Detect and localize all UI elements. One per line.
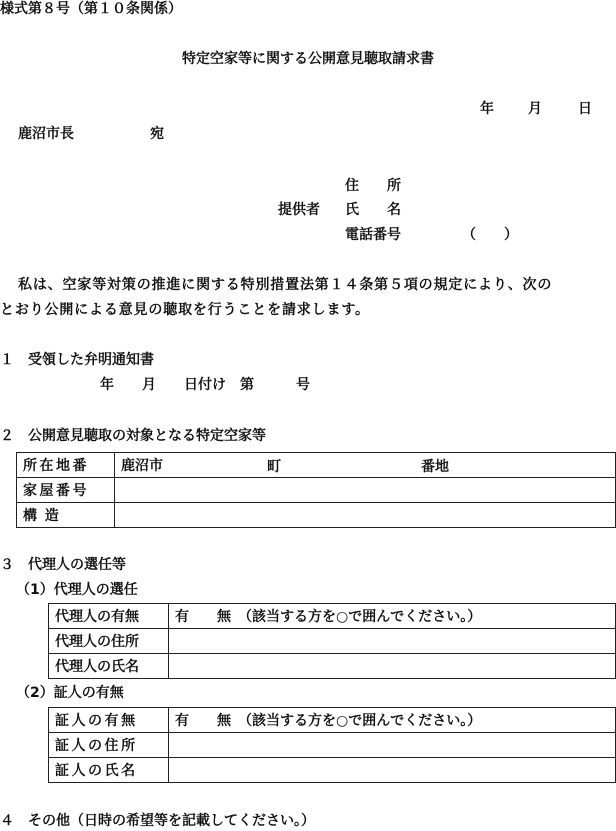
- addressee-suffix: 宛: [150, 126, 164, 142]
- name-label: 氏 名: [345, 202, 401, 218]
- table-row: [49, 733, 616, 758]
- witness-table: [48, 707, 616, 783]
- structure-label: 構造: [17, 503, 115, 528]
- agent-name-value[interactable]: [169, 654, 616, 679]
- section2-heading: ２ 公開意見聴取の対象となる特定空家等: [0, 428, 266, 444]
- table-row: [49, 708, 616, 733]
- section1-heading: １ 受領した弁明通知書: [0, 352, 154, 368]
- body-text-line2: とおり公開による意見の聴取を行うことを請求します。: [0, 302, 370, 318]
- section1-date-line: 年 月 日付け 第 号: [100, 377, 310, 393]
- table-row: [49, 629, 616, 654]
- table-row: [17, 478, 616, 503]
- section3-heading: ３ 代理人の選任等: [0, 557, 126, 573]
- table-row: [17, 453, 616, 478]
- lot-suffix: 番地: [421, 459, 449, 475]
- witness-address-value[interactable]: [169, 733, 616, 758]
- phone-parentheses: （ ）: [462, 227, 518, 243]
- addressee-name: 鹿沼市長: [18, 126, 74, 142]
- date-month: 月: [528, 101, 542, 117]
- agent-presence-label: 代理人の有無: [49, 604, 169, 629]
- town-suffix: 町: [267, 459, 281, 475]
- table-row: [49, 604, 616, 629]
- agent-name-label: 代理人の氏名: [49, 654, 169, 679]
- house-number-value[interactable]: [115, 478, 616, 503]
- agent-table: [48, 603, 616, 679]
- location-label: 所在地番: [17, 453, 115, 478]
- date-year: 年: [480, 101, 494, 117]
- form-number: 様式第８号（第１０条関係）: [0, 1, 182, 17]
- witness-name-value[interactable]: [169, 758, 616, 783]
- table-row: [17, 503, 616, 528]
- section3-sub2-heading: （2）証人の有無: [16, 685, 124, 701]
- table-row: [49, 654, 616, 679]
- section4-heading: ４ その他（日時の希望等を記載してください。）: [0, 813, 315, 829]
- page-title: 特定空家等に関する公開意見聴取請求書: [182, 51, 434, 67]
- house-number-label: 家屋番号: [17, 478, 115, 503]
- witness-presence-value[interactable]: 有 無 （該当する方を○で囲んでください。）: [169, 708, 616, 733]
- structure-value[interactable]: [115, 503, 616, 528]
- witness-address-label: 証人の住所: [49, 733, 169, 758]
- agent-address-label: 代理人の住所: [49, 629, 169, 654]
- phone-label: 電話番号: [345, 227, 401, 243]
- witness-presence-label: 証人の有無: [49, 708, 169, 733]
- city-name: 鹿沼市: [121, 458, 163, 474]
- section3-sub1-heading: （1）代理人の選任: [16, 582, 138, 598]
- location-value[interactable]: [115, 453, 616, 478]
- date-day: 日: [578, 101, 592, 117]
- agent-presence-value[interactable]: 有 無 （該当する方を○で囲んでください。）: [169, 604, 616, 629]
- body-text-line1: 私は、空家等対策の推進に関する特別措置法第１４条第５項の規定により、次の: [18, 277, 553, 293]
- witness-name-label: 証人の氏名: [49, 758, 169, 783]
- property-table: [16, 452, 616, 528]
- address-label: 住 所: [345, 178, 401, 194]
- provider-label: 提供者: [278, 202, 320, 218]
- table-row: [49, 758, 616, 783]
- agent-address-value[interactable]: [169, 629, 616, 654]
